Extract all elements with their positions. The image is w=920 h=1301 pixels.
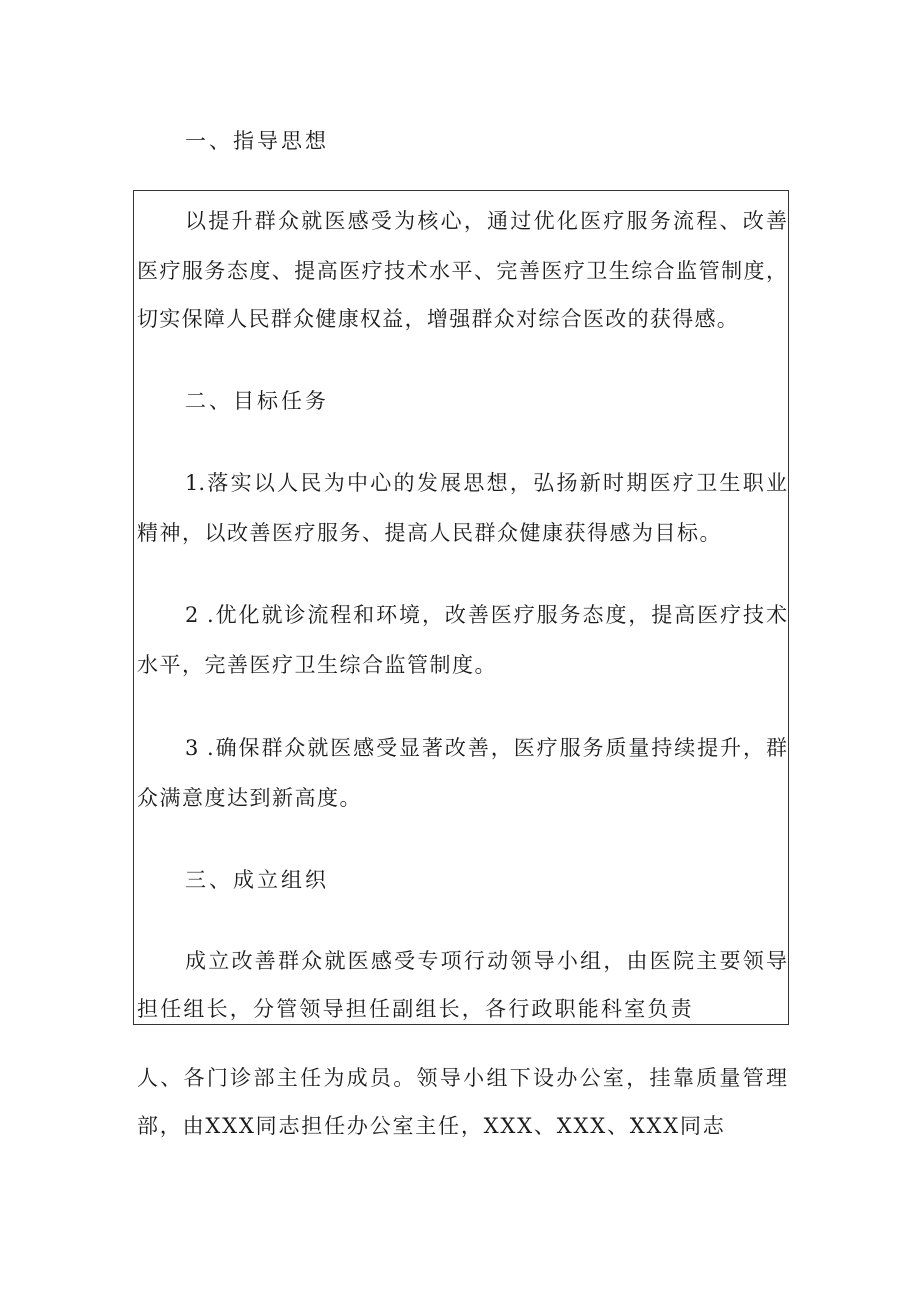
goal-item-2-line-2: 水平，完善医疗卫生综合监管制度。 <box>137 653 497 677</box>
organization-line-3: 人、各门诊部主任为成员。领导小组下设办公室，挂靠质量管理 <box>137 1066 787 1090</box>
goal-item-2-line-1: 2 .优化就诊流程和环境，改善医疗服务态度，提高医疗技术 <box>185 603 787 627</box>
goal-item-3-line-1: 3 .确保群众就医感受显著改善，医疗服务质量持续提升，群 <box>185 736 787 760</box>
paragraph-guiding-line-2: 医疗服务态度、提高医疗技术水平、完善医疗卫生综合监管制度， <box>137 259 787 283</box>
organization-line-1: 成立改善群众就医感受专项行动领导小组，由医院主要领导 <box>185 949 787 973</box>
paragraph-guiding-line-3: 切实保障人民群众健康权益，增强群众对综合医改的获得感。 <box>137 307 740 331</box>
heading-goals-tasks: 二、目标任务 <box>185 389 329 413</box>
heading-guiding-ideology: 一、指导思想 <box>185 129 329 153</box>
goal-item-3-line-2: 众满意度达到新高度。 <box>137 786 362 810</box>
heading-establish-organization: 三、成立组织 <box>185 868 329 892</box>
goal-item-1-line-2: 精神，以改善医疗服务、提高人民群众健康获得感为目标。 <box>137 521 722 545</box>
organization-line-4: 部，由XXX同志担任办公室主任，XXX、XXX、XXX同志 <box>137 1114 726 1138</box>
paragraph-guiding-line-1: 以提升群众就医感受为核心，通过优化医疗服务流程、改善 <box>185 209 787 233</box>
organization-line-2: 担任组长，分管领导担任副组长，各行政职能科室负责 <box>137 997 694 1021</box>
goal-item-1-line-1: 1.落实以人民为中心的发展思想，弘扬新时期医疗卫生职业 <box>185 471 787 495</box>
